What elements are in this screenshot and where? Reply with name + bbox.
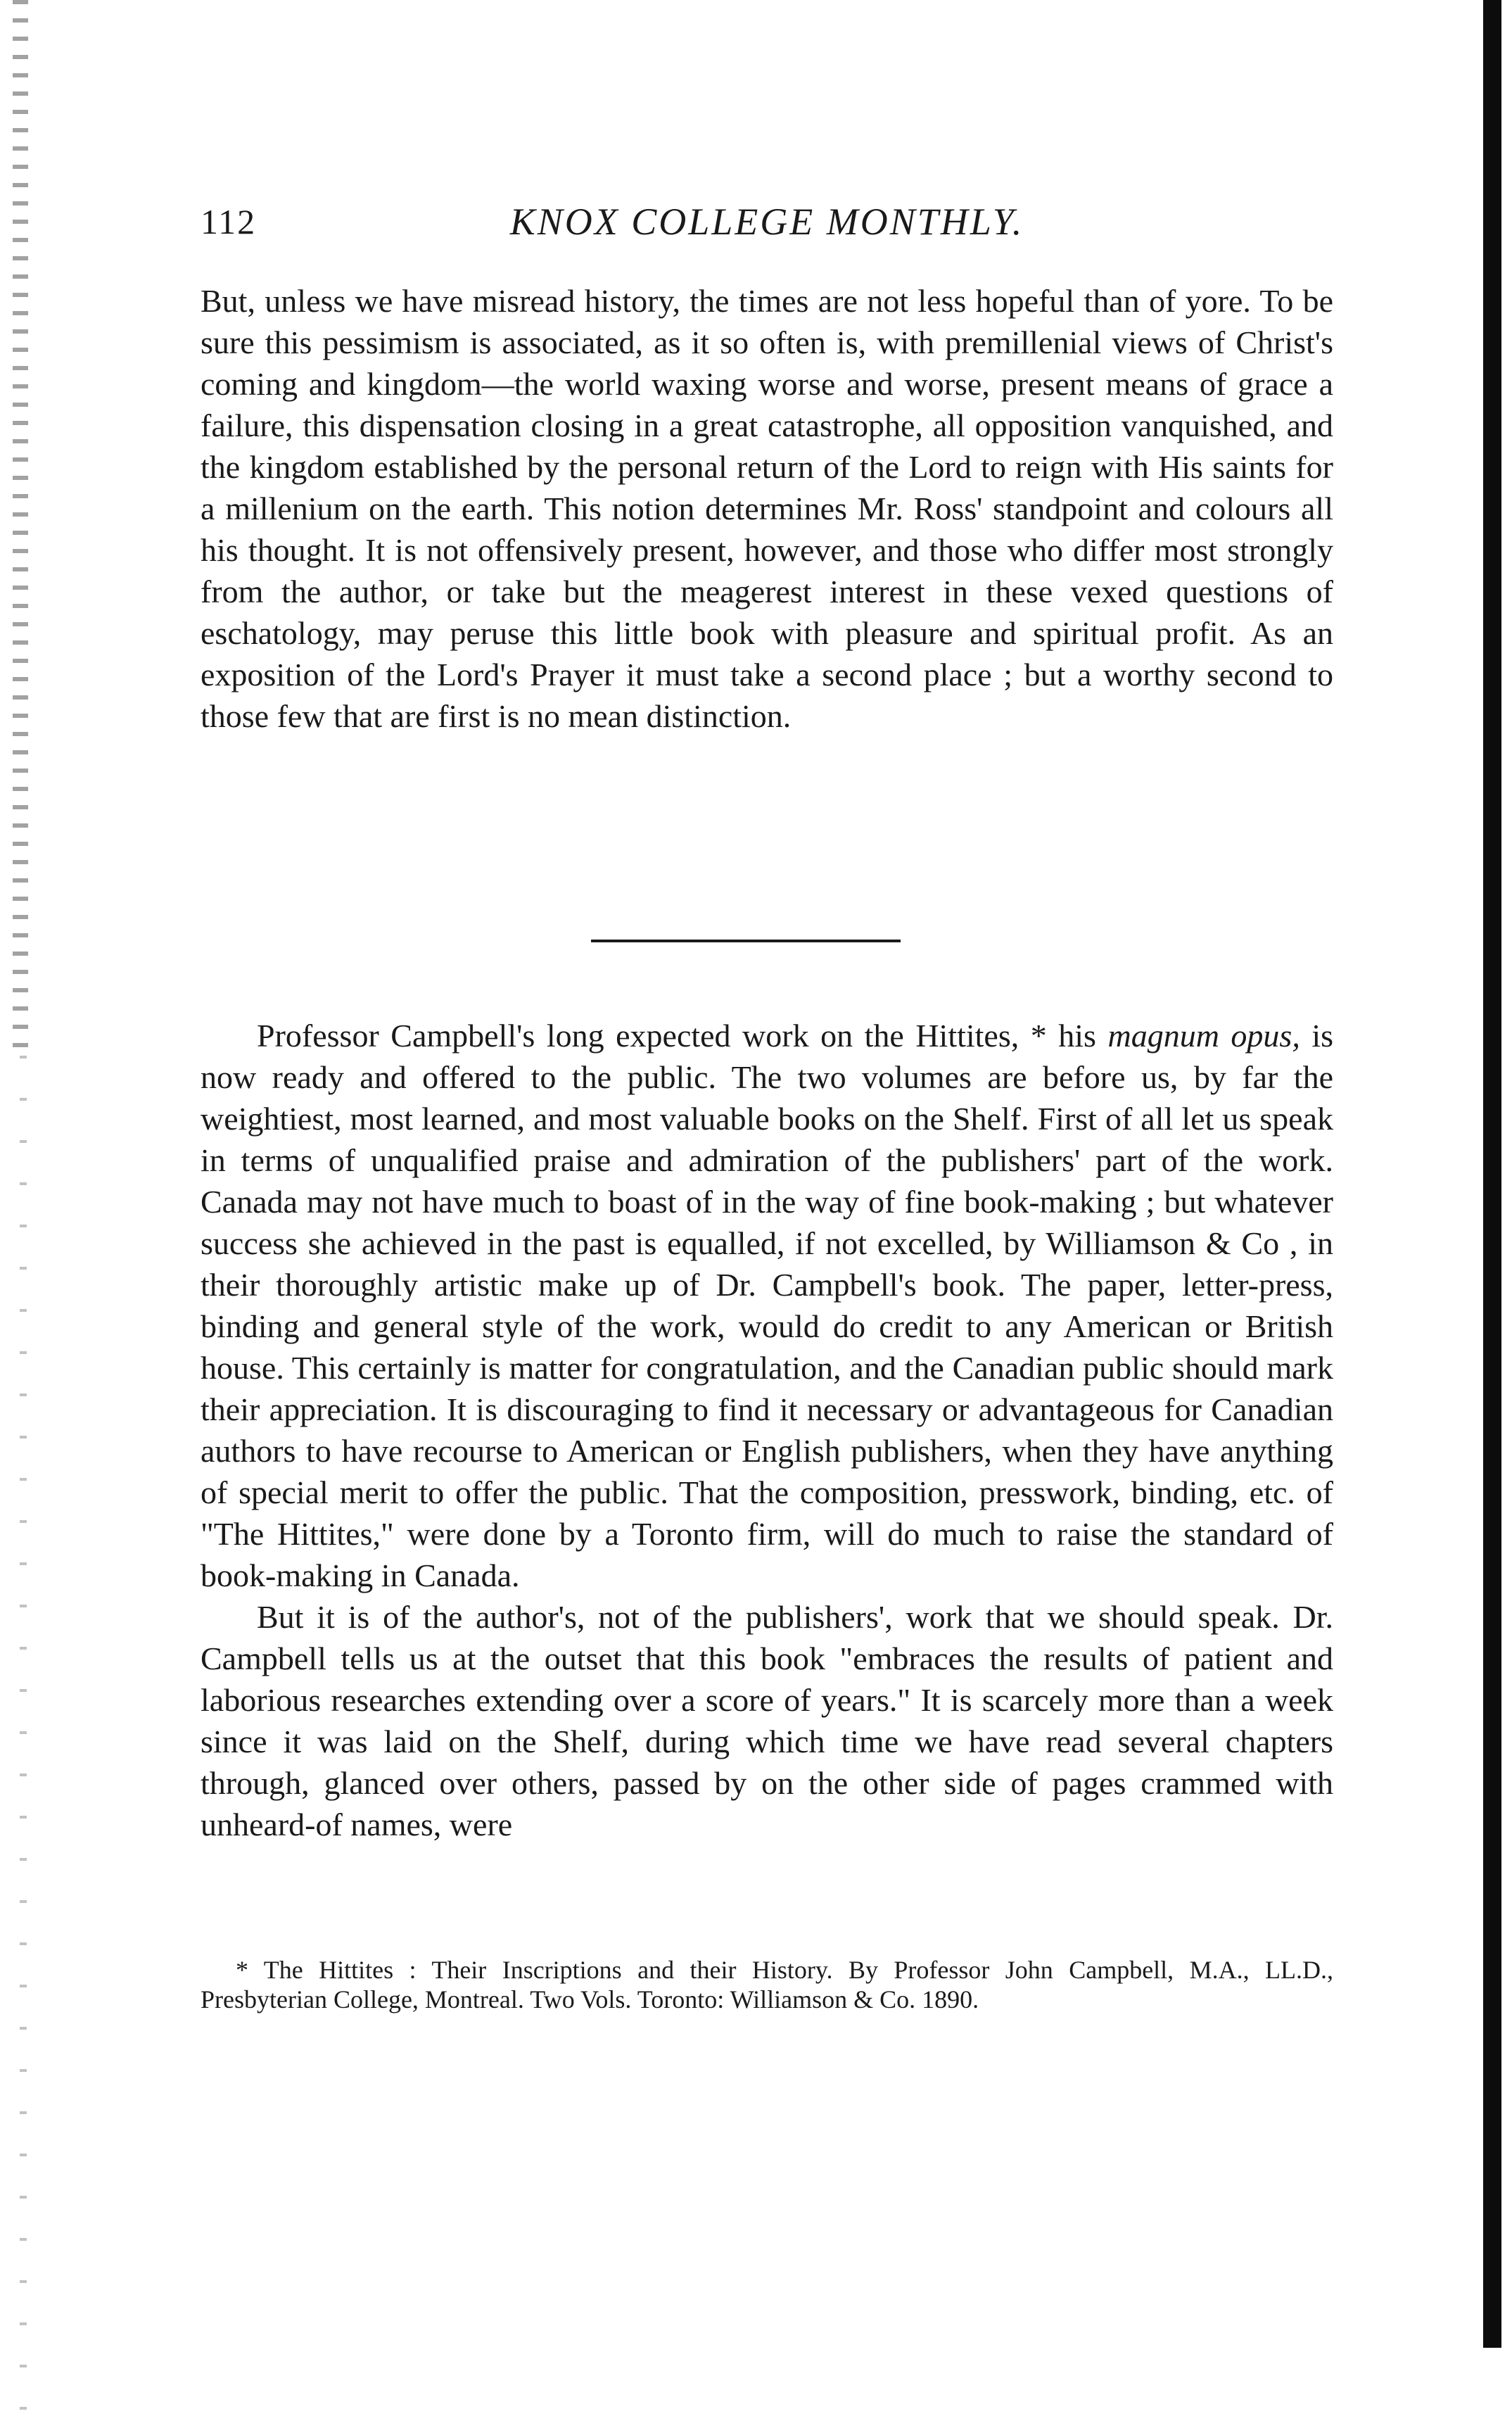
hittites-review <box>201 1015 1333 1845</box>
page-header <box>201 197 1333 246</box>
paragraph-hittites-intro-start: Professor Campbell's long expected work on the Hittites, * his <box>257 1018 1108 1054</box>
page-number: 112 <box>201 202 257 241</box>
paragraph-pessimism: But, unless we have misread history, the times are not less hopeful than of yore. To be sure this pessimism is associated, as it so often is, with premillenial views of Christ's coming and kingdom—the world waxing worse and worse, present means of grace a failure, this dispensation closing in a great catastrophe, all opposition vanquished, and the kingdom established by the personal return of the Lord to reign with His saints for a millenium on the earth. This notion determines Mr. Ross' standpoint and colours all his thought. It is not offensively present, however, and those who differ most strongly from the author, or take but the meagerest interest in these vexed questions of eschatology, may peruse this little book with pleasure and spiritual profit. As an exposition of the Lord's Prayer it must take a second place ; but a worthy second to those few that are first is no mean distinction. <box>201 283 1333 734</box>
scan-right-border <box>1483 0 1501 2348</box>
scan-binding-edge-lower <box>20 1056 27 2428</box>
paragraph-hittites-intro-rest: is now ready and offered to the public. The two volumes are before us, by far the weightiest, most learned, and most valuable books on the Shelf. First of all let us speak in terms of unqualified praise and admiration of the publishers' part of the work. Canada may not have much to boast of in the way of fine book-making ; but whatever success she achieved in the past is equalled, if not excelled, by Williamson & Co , in their thoroughly artistic make up of Dr. Campbell's book. The paper, letter-press, binding and general style of the work, would do credit to any American or British house. This certainly is matter for congratulation, and the Canadian public should mark their appreciation. It is discouraging to find it necessary or advantageous for Canadian authors to have recourse to American or English publishers, when they have anything of special merit to offer the public. That the composition, presswork, binding, etc. of "The Hittites," were done by a Toronto firm, will do much to raise the standard of book-making in Canada. <box>201 1018 1334 1593</box>
paragraph-author-work: But it is of the author's, not of the publishers', work that we should speak. Dr. Campbell tells us at the outset that this book "embraces the results of patient and laborious researches extending over a score of years." It is scarcely more than a week since it was laid on the Shelf, during which time we have read several chapters through, glanced over others, passed by on the other side of pages crammed with unheard-of names, were <box>201 1599 1333 1842</box>
section-divider <box>591 940 901 942</box>
magnum-opus-italic: magnum opus, <box>1107 1018 1300 1054</box>
paragraph-hittites-intro <box>201 1015 1333 1596</box>
running-title: KNOX COLLEGE MONTHLY. <box>509 201 1024 243</box>
scan-binding-edge <box>13 0 28 1056</box>
footnote: * The Hittites : Their Inscriptions and their History. By Professor John Campbell, M.A., LL.D., Presbyterian College, Montreal. Two Vols. Toronto: Williamson & Co. 1890. <box>201 1956 1333 2013</box>
review-continuation <box>201 280 1333 737</box>
